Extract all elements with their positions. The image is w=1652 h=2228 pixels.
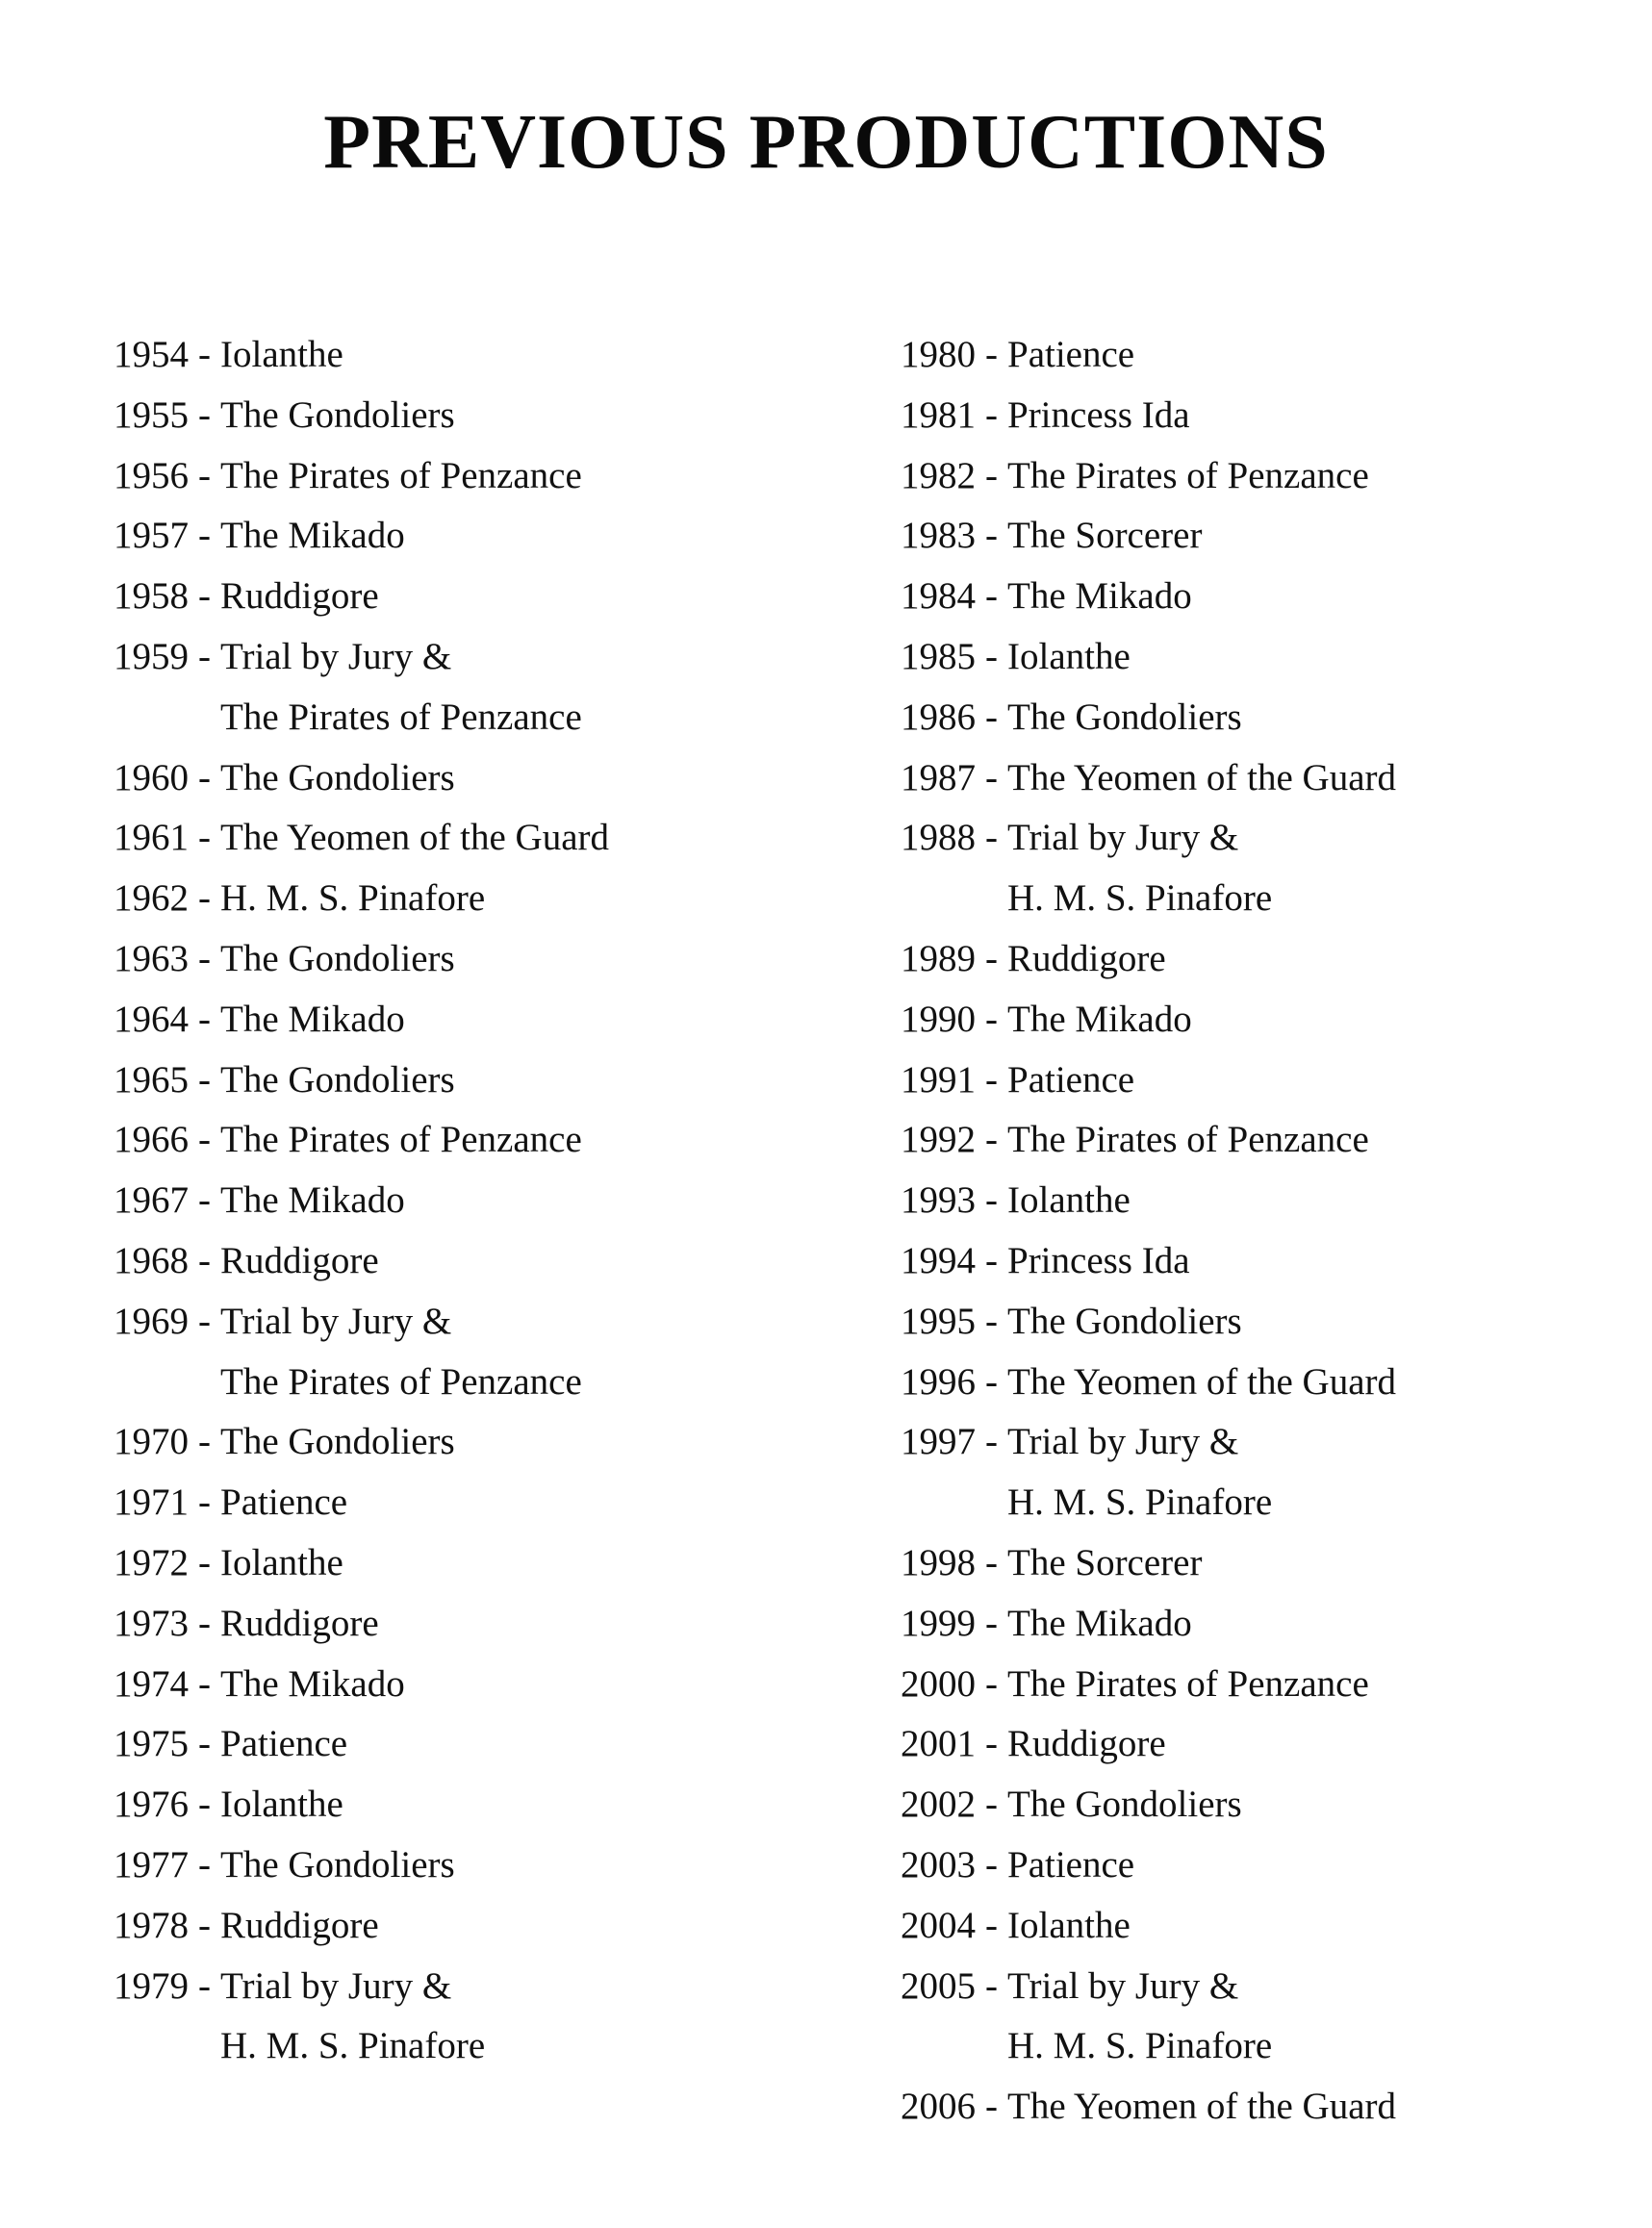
year-separator: -: [985, 454, 998, 496]
year-separator: -: [198, 937, 211, 979]
production-entry: [114, 446, 609, 507]
production-title: Princess Ida: [1007, 393, 1190, 436]
production-title: Trial by Jury &: [220, 1300, 452, 1342]
production-entry: [901, 1836, 1396, 1896]
production-entry: [114, 1714, 609, 1775]
production-titles: [220, 386, 455, 446]
productions-list-left: [114, 325, 609, 2077]
production-entry: [901, 1171, 1396, 1231]
production-entry: [901, 1896, 1396, 1957]
production-titles: [1007, 1533, 1202, 1594]
production-entry: [901, 688, 1396, 748]
production-entry: [114, 808, 609, 869]
production-entry: [114, 506, 609, 567]
production-title: The Gondoliers: [220, 756, 455, 798]
year-separator: -: [985, 2086, 998, 2128]
production-titles: [1007, 325, 1134, 386]
year-separator: -: [198, 1179, 211, 1222]
production-titles: [1007, 1412, 1272, 1533]
year-separator: -: [198, 1239, 211, 1281]
production-titles: [1007, 627, 1131, 688]
production-title: Ruddigore: [1007, 1723, 1166, 1765]
production-titles: [220, 1171, 405, 1231]
production-entry: [114, 1231, 609, 1292]
production-year: 1998: [901, 1541, 976, 1583]
production-entry: [901, 627, 1396, 688]
production-title: Patience: [220, 1723, 348, 1765]
production-entry: [114, 1171, 609, 1231]
year-separator: -: [985, 635, 998, 677]
production-title: H. M. S. Pinafore: [220, 877, 486, 920]
production-year: 1986: [901, 696, 976, 738]
production-titles: [1007, 1292, 1242, 1353]
production-year: 1958: [114, 575, 189, 618]
production-entry: [901, 1292, 1396, 1353]
production-title: H. M. S. Pinafore: [1007, 877, 1273, 920]
production-titles: [1007, 1896, 1131, 1957]
year-separator: -: [198, 635, 211, 677]
production-entry: [901, 1533, 1396, 1594]
production-entry: [114, 325, 609, 386]
production-titles: [220, 1051, 455, 1111]
production-title: The Pirates of Penzance: [1007, 454, 1369, 496]
year-separator: -: [985, 1360, 998, 1403]
production-year: 1991: [901, 1058, 976, 1101]
production-title: Ruddigore: [220, 1904, 379, 1946]
production-year: 1992: [901, 1119, 976, 1161]
production-entry: [901, 1594, 1396, 1655]
production-titles: [220, 506, 405, 567]
production-year: 1980: [901, 334, 976, 375]
production-title: The Gondoliers: [1007, 1784, 1242, 1826]
production-entry: [901, 2077, 1396, 2138]
production-year: 1983: [901, 515, 976, 557]
year-separator: -: [985, 1843, 998, 1886]
year-separator: -: [985, 1541, 998, 1583]
year-separator: -: [985, 1784, 998, 1826]
production-year: 1988: [901, 817, 976, 859]
year-separator: -: [985, 1904, 998, 1946]
year-separator: -: [198, 1058, 211, 1101]
production-titles: [220, 1231, 379, 1292]
year-separator: -: [985, 1300, 998, 1342]
production-year: 1982: [901, 454, 976, 496]
year-separator: -: [198, 393, 211, 436]
production-entry: [901, 929, 1396, 990]
production-year: 1993: [901, 1179, 976, 1222]
production-titles: [1007, 1051, 1134, 1111]
production-title: H. M. S. Pinafore: [220, 2025, 486, 2067]
year-separator: -: [985, 575, 998, 618]
production-titles: [1007, 506, 1202, 567]
production-entry: [901, 1655, 1396, 1715]
production-titles: [1007, 1775, 1242, 1836]
year-separator: -: [198, 1541, 211, 1583]
production-year: 2004: [901, 1904, 976, 1946]
production-entry: [901, 1051, 1396, 1111]
production-year: 1960: [114, 756, 189, 798]
production-year: 2001: [901, 1723, 976, 1765]
production-title: Ruddigore: [220, 1239, 379, 1281]
production-year: 2006: [901, 2086, 976, 2128]
production-entry: [114, 1594, 609, 1655]
production-titles: [1007, 1110, 1369, 1171]
production-titles: [220, 1714, 347, 1775]
production-title: H. M. S. Pinafore: [1007, 1481, 1273, 1524]
production-titles: [220, 1957, 485, 2078]
production-year: 1973: [114, 1602, 189, 1644]
production-year: 1975: [114, 1723, 189, 1765]
year-separator: -: [985, 1602, 998, 1644]
year-separator: -: [985, 1058, 998, 1101]
production-titles: [220, 1110, 582, 1171]
year-separator: -: [985, 1662, 998, 1705]
production-year: 1997: [901, 1421, 976, 1463]
production-entry: [901, 506, 1396, 567]
production-entry: [114, 1292, 609, 1413]
production-title: The Gondoliers: [220, 1843, 455, 1886]
production-year: 1967: [114, 1179, 189, 1222]
production-entry: [114, 1957, 609, 2078]
production-year: 2000: [901, 1662, 976, 1705]
production-year: 2005: [901, 1964, 976, 2007]
production-title: The Sorcerer: [1007, 1541, 1203, 1583]
year-separator: -: [985, 1421, 998, 1463]
production-title: Iolanthe: [1007, 635, 1131, 677]
production-titles: [220, 1775, 343, 1836]
production-titles: [1007, 1957, 1272, 2078]
production-titles: [220, 1896, 379, 1957]
year-separator: -: [198, 1481, 211, 1524]
production-entry: [114, 1896, 609, 1957]
production-titles: [220, 446, 582, 507]
production-year: 1969: [114, 1300, 189, 1342]
production-title: Patience: [1007, 334, 1135, 375]
production-title: The Pirates of Penzance: [1007, 1662, 1369, 1705]
year-separator: -: [198, 515, 211, 557]
year-separator: -: [985, 515, 998, 557]
production-title: The Gondoliers: [220, 937, 455, 979]
year-separator: -: [198, 817, 211, 859]
production-year: 1979: [114, 1964, 189, 2007]
production-title: The Gondoliers: [1007, 696, 1242, 738]
production-titles: [1007, 446, 1369, 507]
production-titles: [220, 325, 343, 386]
production-year: 1963: [114, 937, 189, 979]
production-entry: [901, 1412, 1396, 1533]
year-separator: -: [198, 1119, 211, 1161]
production-year: 1977: [114, 1843, 189, 1886]
production-titles: [1007, 748, 1396, 809]
production-year: 1961: [114, 817, 189, 859]
production-entry: [114, 1533, 609, 1594]
year-separator: -: [985, 1239, 998, 1281]
production-entry: [114, 869, 609, 929]
production-entry: [114, 1412, 609, 1473]
production-year: 2002: [901, 1784, 976, 1826]
production-year: 1964: [114, 998, 189, 1040]
production-year: 2003: [901, 1843, 976, 1886]
production-title: The Mikado: [220, 515, 405, 557]
year-separator: -: [198, 1964, 211, 2007]
page-title: PREVIOUS PRODUCTIONS: [323, 100, 1329, 185]
production-entry: [901, 1231, 1396, 1292]
production-title: Iolanthe: [220, 1541, 343, 1583]
year-separator: -: [198, 1723, 211, 1765]
production-titles: [1007, 386, 1190, 446]
year-separator: -: [198, 1602, 211, 1644]
year-separator: -: [985, 937, 998, 979]
production-titles: [220, 748, 455, 809]
production-title: The Gondoliers: [220, 1058, 455, 1101]
production-title: The Pirates of Penzance: [220, 1119, 582, 1161]
production-entry: [901, 567, 1396, 627]
production-year: 1994: [901, 1239, 976, 1281]
year-separator: -: [985, 393, 998, 436]
production-title: Trial by Jury &: [1007, 1964, 1239, 2007]
production-titles: [220, 627, 582, 748]
production-entry: [114, 1775, 609, 1836]
production-title: The Pirates of Penzance: [1007, 1119, 1369, 1161]
production-titles: [220, 1533, 343, 1594]
year-separator: -: [985, 1179, 998, 1222]
production-year: 1955: [114, 393, 189, 436]
production-title: Trial by Jury &: [1007, 1421, 1239, 1463]
year-separator: -: [198, 756, 211, 798]
production-entry: [114, 1110, 609, 1171]
production-title: Patience: [1007, 1058, 1135, 1101]
production-entry: [901, 446, 1396, 507]
year-separator: -: [985, 998, 998, 1040]
production-title: The Sorcerer: [1007, 515, 1203, 557]
production-title: The Mikado: [1007, 575, 1192, 618]
production-year: 1966: [114, 1119, 189, 1161]
year-separator: -: [198, 998, 211, 1040]
production-titles: [1007, 1714, 1166, 1775]
production-year: 1957: [114, 515, 189, 557]
production-entry: [901, 808, 1396, 929]
production-title: The Yeomen of the Guard: [1007, 2086, 1396, 2128]
production-titles: [220, 869, 485, 929]
year-separator: -: [198, 1904, 211, 1946]
production-year: 1956: [114, 454, 189, 496]
production-year: 1981: [901, 393, 976, 436]
production-titles: [220, 1836, 455, 1896]
year-separator: -: [985, 1964, 998, 2007]
year-separator: -: [985, 817, 998, 859]
production-entry: [114, 748, 609, 809]
production-year: 1985: [901, 635, 976, 677]
production-title: The Pirates of Penzance: [220, 696, 582, 738]
production-year: 1996: [901, 1360, 976, 1403]
production-titles: [220, 929, 455, 990]
production-title: Iolanthe: [1007, 1179, 1131, 1222]
production-title: The Gondoliers: [1007, 1300, 1242, 1342]
production-titles: [220, 1594, 379, 1655]
production-year: 1959: [114, 635, 189, 677]
production-titles: [220, 808, 609, 869]
year-separator: -: [198, 1662, 211, 1705]
production-year: 1972: [114, 1541, 189, 1583]
year-separator: -: [198, 877, 211, 920]
production-entry: [114, 386, 609, 446]
production-titles: [1007, 1655, 1369, 1715]
production-titles: [1007, 990, 1192, 1051]
production-year: 1970: [114, 1421, 189, 1463]
year-separator: -: [985, 1119, 998, 1161]
production-title: Trial by Jury &: [220, 635, 452, 677]
production-title: The Gondoliers: [220, 393, 455, 436]
production-title: Trial by Jury &: [220, 1964, 452, 2007]
production-year: 1974: [114, 1662, 189, 1705]
production-titles: [1007, 1231, 1190, 1292]
production-entry: [901, 1775, 1396, 1836]
production-entry: [901, 748, 1396, 809]
production-entry: [901, 325, 1396, 386]
year-separator: -: [985, 1723, 998, 1765]
production-entry: [114, 1473, 609, 1533]
production-titles: [220, 1292, 582, 1413]
production-entry: [114, 929, 609, 990]
production-year: 1954: [114, 334, 189, 375]
year-separator: -: [985, 756, 998, 798]
production-title: Ruddigore: [220, 1602, 379, 1644]
production-titles: [220, 567, 379, 627]
production-title: Princess Ida: [1007, 1239, 1190, 1281]
production-titles: [220, 1412, 455, 1473]
production-title: The Mikado: [1007, 1602, 1192, 1644]
production-title: Patience: [220, 1481, 348, 1524]
production-year: 1978: [114, 1904, 189, 1946]
year-separator: -: [198, 1421, 211, 1463]
production-year: 1968: [114, 1239, 189, 1281]
production-titles: [220, 1655, 405, 1715]
production-entry: [114, 1655, 609, 1715]
production-year: 1989: [901, 937, 976, 979]
year-separator: -: [985, 334, 998, 375]
production-titles: [220, 1473, 347, 1533]
production-year: 1999: [901, 1602, 976, 1644]
production-entry: [114, 1836, 609, 1896]
production-title: The Yeomen of the Guard: [220, 817, 609, 859]
production-entry: [114, 567, 609, 627]
production-entry: [901, 990, 1396, 1051]
production-title: Ruddigore: [1007, 937, 1166, 979]
production-title: The Pirates of Penzance: [220, 454, 582, 496]
production-titles: [1007, 688, 1242, 748]
year-separator: -: [198, 454, 211, 496]
production-entry: [901, 1714, 1396, 1775]
production-year: 1990: [901, 998, 976, 1040]
production-titles: [1007, 2077, 1396, 2138]
production-titles: [1007, 929, 1166, 990]
production-title: Ruddigore: [220, 575, 379, 618]
year-separator: -: [198, 1843, 211, 1886]
production-titles: [1007, 1171, 1131, 1231]
production-title: The Mikado: [220, 1662, 405, 1705]
production-entry: [114, 990, 609, 1051]
production-year: 1971: [114, 1481, 189, 1524]
production-year: 1962: [114, 877, 189, 920]
production-entry: [114, 627, 609, 748]
production-titles: [220, 990, 405, 1051]
production-entry: [901, 1110, 1396, 1171]
production-title: The Mikado: [220, 1179, 405, 1222]
production-entry: [901, 1957, 1396, 2078]
production-year: 1976: [114, 1784, 189, 1826]
year-separator: -: [198, 1784, 211, 1826]
production-titles: [1007, 567, 1192, 627]
production-title: The Mikado: [1007, 998, 1192, 1040]
productions-list-right: [901, 325, 1396, 2138]
production-year: 1984: [901, 575, 976, 618]
production-entry: [901, 1353, 1396, 1413]
production-title: Patience: [1007, 1843, 1135, 1886]
production-title: The Mikado: [220, 998, 405, 1040]
production-year: 1987: [901, 756, 976, 798]
production-title: H. M. S. Pinafore: [1007, 2025, 1273, 2067]
production-title: Iolanthe: [220, 334, 343, 375]
production-titles: [1007, 808, 1272, 929]
year-separator: -: [198, 334, 211, 375]
production-titles: [1007, 1353, 1396, 1413]
year-separator: -: [198, 575, 211, 618]
production-title: The Gondoliers: [220, 1421, 455, 1463]
year-separator: -: [985, 696, 998, 738]
production-entry: [901, 386, 1396, 446]
production-title: The Yeomen of the Guard: [1007, 756, 1396, 798]
production-title: Iolanthe: [1007, 1904, 1131, 1946]
production-title: The Yeomen of the Guard: [1007, 1360, 1396, 1403]
production-titles: [1007, 1836, 1134, 1896]
production-year: 1995: [901, 1300, 976, 1342]
production-year: 1965: [114, 1058, 189, 1101]
production-entry: [114, 1051, 609, 1111]
production-title: Iolanthe: [220, 1784, 343, 1826]
production-titles: [1007, 1594, 1192, 1655]
year-separator: -: [198, 1300, 211, 1342]
production-title: Trial by Jury &: [1007, 817, 1239, 859]
production-title: The Pirates of Penzance: [220, 1360, 582, 1403]
